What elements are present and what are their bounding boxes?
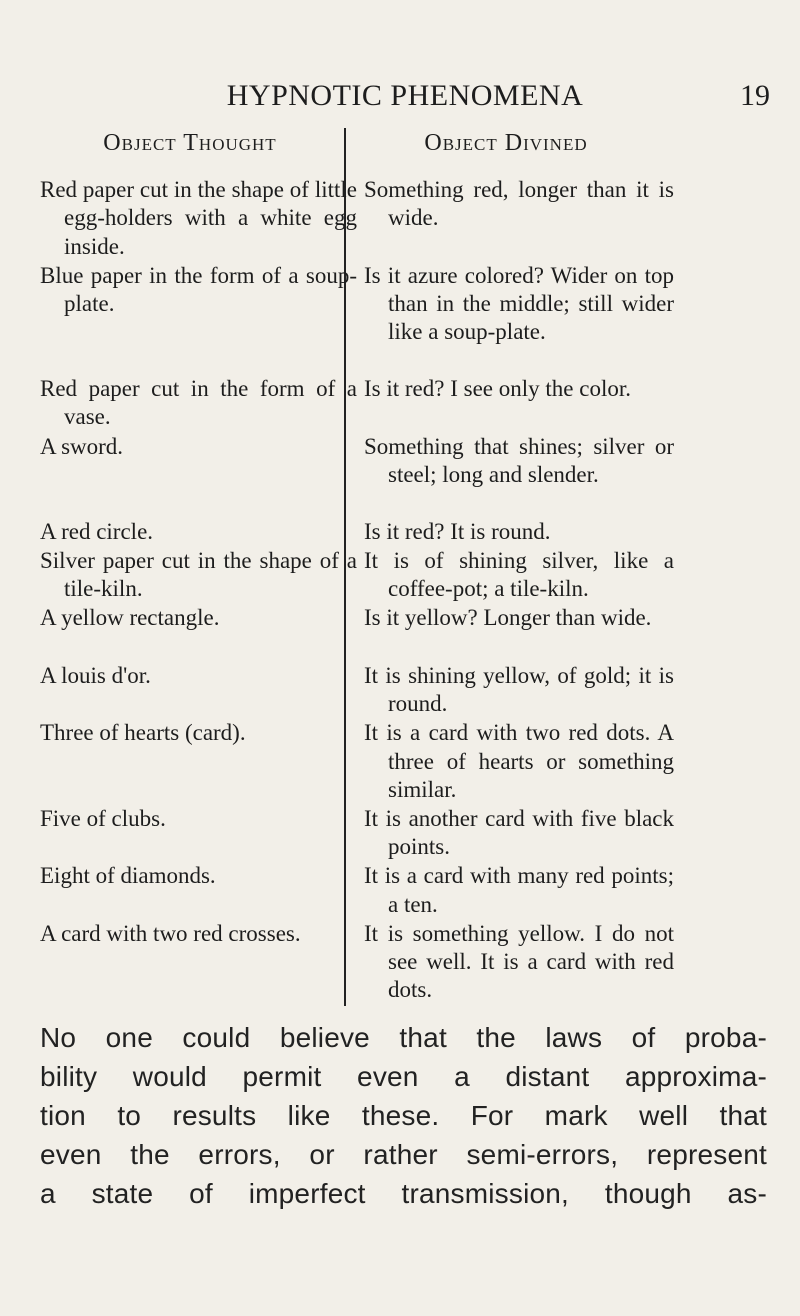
object-divined-cell: It is something yellow. I do not see well. It is a card with red dots. [364,920,674,1003]
table-row [40,262,755,375]
table-row [40,176,755,261]
table-row [40,604,755,661]
table-row [40,375,755,432]
experiment-table [40,176,755,1005]
object-thought-cell: Eight of diamonds. [40,863,216,889]
table-row [40,862,755,919]
object-divined-cell: Is it azure colored? Wider on top than in the middle; still wider like a soup-plate. [364,262,674,345]
running-title: HYPNOTIC PHENOMENA [226,79,584,112]
object-divined-cell: Is it red? It is round. [364,519,551,544]
column-heading-object-thought: Object Thought [103,130,277,156]
paragraph-line: a state of imperfect transmission, though as- [40,1178,767,1209]
table-row [40,920,755,1005]
table-row [40,805,755,862]
object-thought-cell: Red paper cut in the shape of little egg-holders with a white egg inside. [40,177,357,259]
object-thought-cell: A card with two red crosses. [40,920,301,946]
table-row [40,518,755,546]
body-paragraph [40,1018,767,1213]
table-row [40,547,755,604]
object-divined-cell: Is it yellow? Longer than wide. [364,605,652,631]
object-thought-cell: Five of clubs. [40,805,166,831]
object-divined-cell: Is it red? I see only the color. [364,376,631,401]
object-divined-cell: It is a card with many red points; a ten. [364,863,674,917]
object-thought-cell: Three of hearts (card). [40,720,246,746]
object-thought-cell: A louis d'or. [40,662,151,688]
object-thought-cell: A red circle. [40,519,154,544]
object-divined-cell: It is another card with five black points. [364,805,674,860]
object-thought-cell: Silver paper cut in the shape of a tile-kiln. [40,547,357,602]
page-number: 19 [740,79,770,112]
object-thought-cell: Blue paper in the form of a soup-plate. [40,262,357,316]
object-divined-cell: Something that shines; silver or steel; long and slender. [364,433,674,487]
object-thought-cell: Red paper cut in the form of a vase. [40,376,357,430]
paragraph-line: even the errors, or rather semi-errors, represent [40,1139,767,1170]
paragraph-line: tion to results like these. For mark well that [40,1100,767,1131]
page-header [40,76,770,116]
paragraph-line: bility would permit even a distant approxima- [40,1061,767,1092]
object-divined-cell: Something red, longer than it is wide. [364,177,674,231]
paragraph-line: No one could believe that the laws of proba- [40,1022,767,1053]
object-divined-cell: It is a card with two red dots. A three of hearts or something similar. [364,720,674,802]
object-divined-cell: It is of shining silver, like a coffee-pot; a tile-kiln. [364,547,674,602]
object-thought-cell: A yellow rectangle. [40,605,220,631]
table-row [40,433,755,518]
column-heading-object-divined: Object Divined [424,130,588,156]
object-divined-cell: It is shining yellow, of gold; it is round. [364,662,674,717]
table-row [40,719,755,804]
object-thought-cell: A sword. [40,433,124,459]
table-row [40,662,755,719]
